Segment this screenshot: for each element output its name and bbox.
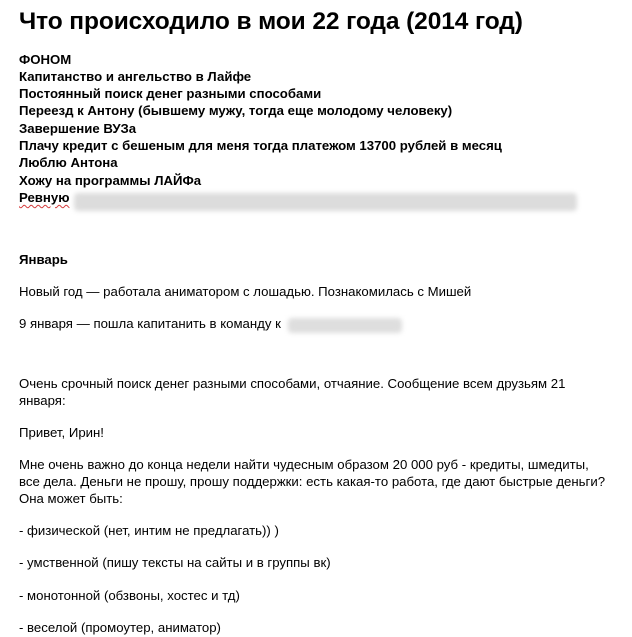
page-title: Что происходило в мои 22 года (2014 год) (19, 8, 523, 35)
background-item: Хожу на программы ЛАЙФа (19, 173, 202, 188)
greeting: Привет, Ирин! (19, 425, 104, 440)
spellcheck-word: Ревную (19, 190, 70, 205)
background-heading: ФОНОМ (19, 52, 72, 67)
background-item: Постоянный поиск денег разными способами (19, 86, 322, 101)
redacted-blur (288, 318, 402, 333)
background-item: Плачу кредит с бешеным для меня тогда платежом 13700 рублей в месяц (19, 138, 502, 153)
paragraph: Новый год — работала аниматором с лошадью. Познакомилась с Мишей (19, 284, 472, 299)
background-item: Переезд к Антону (бывшему мужу, тогда еще молодому человеку) (19, 103, 453, 118)
paragraph: все дела. Деньги не прошу, прошу поддержки: есть какая-то работа, где дают быстрые деньги? (19, 474, 606, 489)
background-item: Капитанство и ангельство в Лайфе (19, 69, 252, 84)
list-item: - монотонной (обзвоны, хостес и тд) (19, 588, 240, 603)
redacted-blur (74, 193, 577, 211)
list-item: - веселой (промоутер, аниматор) (19, 620, 221, 635)
paragraph: 9 января — пошла капитанить в команду к (19, 316, 281, 331)
background-item: Завершение ВУЗа (19, 121, 137, 136)
paragraph: января: (19, 393, 66, 408)
paragraph: Она может быть: (19, 491, 123, 506)
paragraph: Очень срочный поиск денег разными способами, отчаяние. Сообщение всем друзьям 21 (19, 376, 566, 391)
background-item (19, 190, 69, 205)
list-item: - физической (нет, интим не предлагать)) ) (19, 523, 279, 538)
paragraph: Мне очень важно до конца недели найти чудесным образом 20 000 руб - кредиты, шмедиты, (19, 457, 589, 472)
list-item: - умственной (пишу тексты на сайты и в группы вк) (19, 555, 331, 570)
background-item: Люблю Антона (19, 155, 118, 170)
january-heading: Январь (19, 252, 68, 267)
